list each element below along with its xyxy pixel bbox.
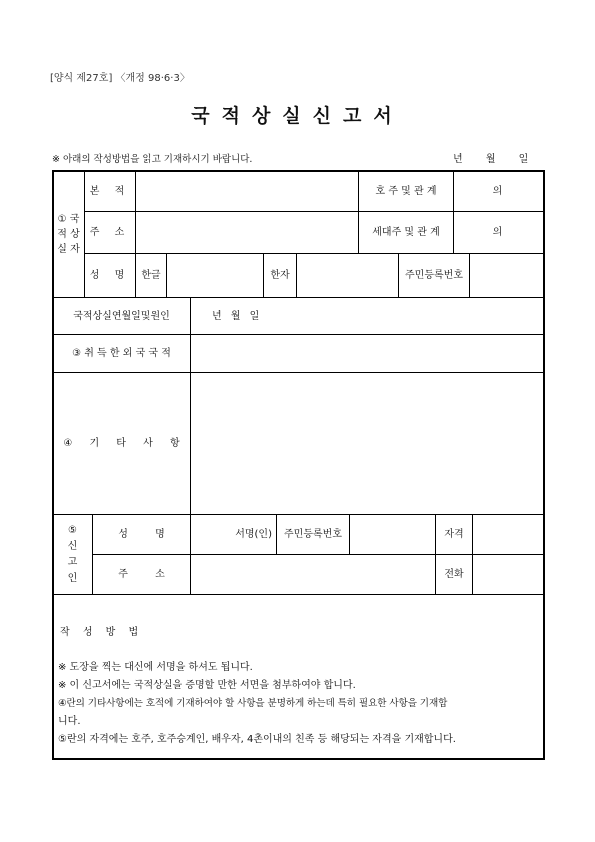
instruction-note: ※ 아래의 작성방법을 읽고 기재하시기 바랍니다.: [52, 154, 253, 165]
juso-field[interactable]: [136, 212, 358, 253]
resident-number-field[interactable]: [470, 254, 541, 297]
howto-line: ④란의 기타사항에는 호적에 기재하여야 할 사항을 분명하게 하는데 특히 필요한 사항을 기재합: [58, 698, 448, 709]
reporter-label: ⑤ 신 고 인: [67, 524, 78, 584]
other-matters-label: ④ 기 타 사 항: [63, 438, 180, 449]
row-divider: [52, 594, 543, 595]
reporter-name-label: 성 명: [118, 529, 165, 540]
howto-title: 작 성 방 법: [60, 627, 139, 638]
acquired-nationality-field[interactable]: [191, 335, 541, 372]
name-label: 성 명: [89, 270, 131, 281]
form-number: [양식 제27호] 〈개정 98·6·3〉: [50, 73, 190, 84]
resident-number-label: 주민등록번호: [405, 270, 463, 281]
phone-label: 전화: [444, 569, 464, 580]
howto-line: ※ 이 신고서에는 국적상실을 증명할 만한 서면을 첨부하여야 합니다.: [58, 680, 356, 691]
reporter-address-label: 주 소: [118, 569, 165, 580]
report-date: 년 월 일: [453, 154, 529, 165]
hoju-relation-field[interactable]: 의: [492, 185, 503, 197]
qualification-label: 자격: [444, 529, 464, 540]
howto-line: 니다.: [58, 716, 81, 727]
howto-line: ⑤란의 자격에는 호주, 호주승계인, 배우자, 4촌이내의 친족 등 해당되는 자격을 기재합니다.: [58, 734, 456, 745]
reporter-address-field[interactable]: [191, 555, 435, 594]
qualification-field[interactable]: [473, 515, 541, 554]
other-matters-field[interactable]: [191, 373, 541, 514]
juso-label: 주 소: [89, 227, 131, 238]
page-title: 국적상실신고서: [191, 105, 404, 127]
reporter-sign-field[interactable]: 서명(인): [235, 529, 272, 540]
howto-line: ※ 도장을 찍는 대신에 서명을 하셔도 됩니다.: [58, 662, 253, 673]
loss-date-reason-label: 국적상실연월일및원인: [73, 310, 170, 322]
bonjeok-field[interactable]: [136, 171, 358, 211]
sedae-relation-field[interactable]: 의: [492, 227, 503, 238]
hanja-name-field[interactable]: [297, 254, 398, 297]
loss-date-field[interactable]: 년 월 일: [212, 311, 260, 322]
bonjeok-label: 본 적: [89, 185, 131, 197]
acquired-nationality-label: ③ 취 득 한 외 국 국 적: [72, 348, 171, 359]
reporter-resident-number-field[interactable]: [350, 515, 435, 554]
hoju-relation-label: 호 주 및 관 계: [375, 185, 437, 197]
hanja-label: 한자: [270, 270, 290, 281]
section1-label: ① 국적 상실 자: [57, 213, 80, 255]
reporter-resident-number-label: 주민등록번호: [284, 529, 342, 540]
hangul-label: 한글: [141, 270, 161, 281]
phone-field[interactable]: [473, 555, 541, 594]
sedae-relation-label: 세대주 및 관 계: [372, 227, 440, 238]
hangul-name-field[interactable]: [167, 254, 263, 297]
